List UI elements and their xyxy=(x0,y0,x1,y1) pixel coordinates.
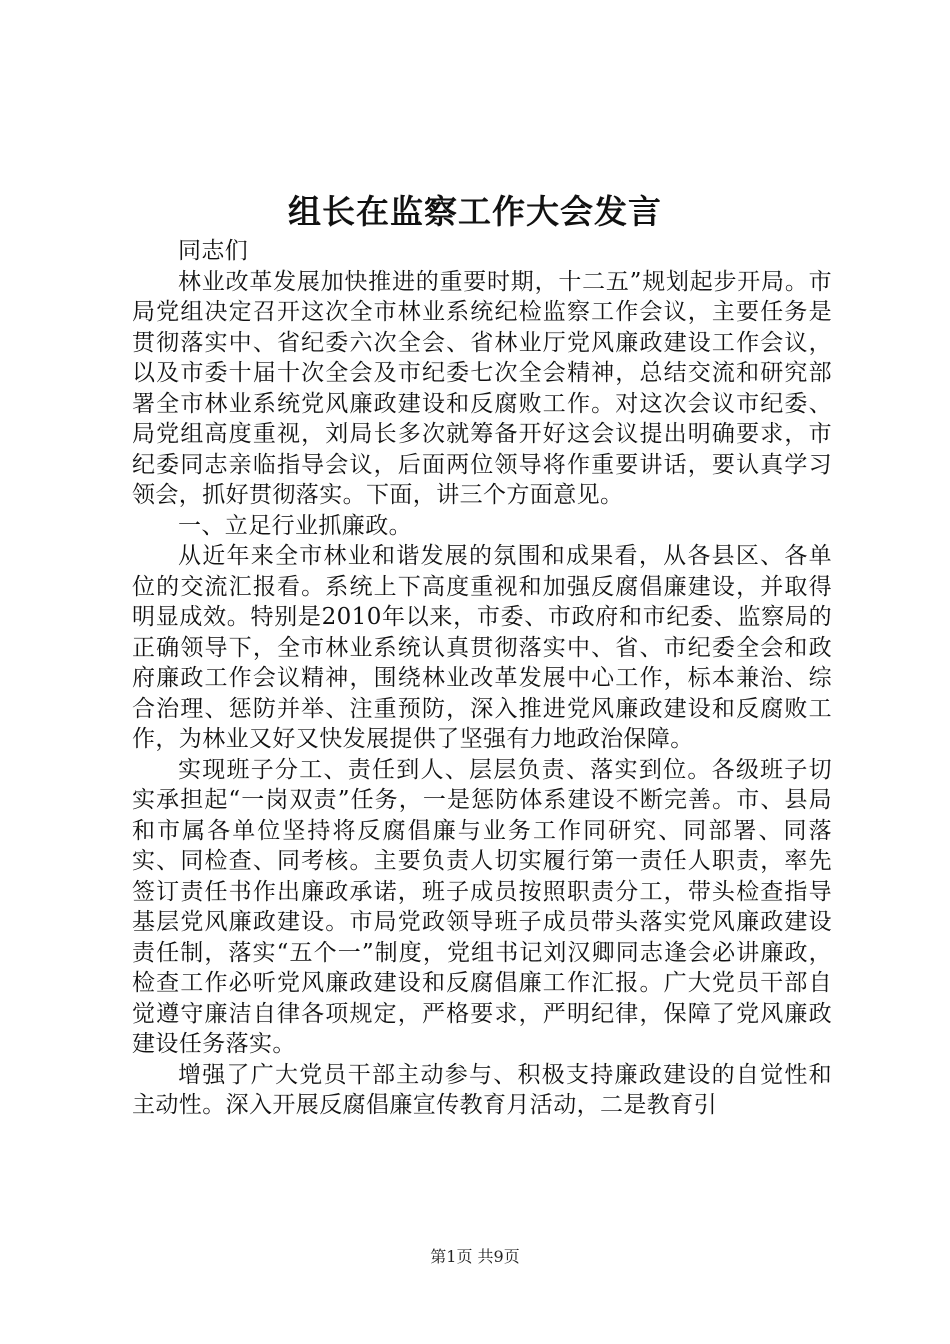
document-title: 组长在监察工作大会发言 xyxy=(288,192,662,231)
paragraph-4: 增强了广大党员干部主动参与、积极支持廉政建设的自觉性和主动性。深入开展反腐倡廉宣传教育月活动，二是教育引 xyxy=(132,1061,832,1118)
page-footer: 第1页 共9页 xyxy=(430,1247,520,1266)
paragraph-2: 从近年来全市林业和谐发展的氛围和成果看，从各县区、各单位的交流汇报看。系统上下高度重视和加强反腐倡廉建设，并取得明显成效。特别是2010年以来，市委、市政府和市纪委、监察局的正确领导下，全市林业系统认真贯彻落实中、省、市纪委全会和政府廉政工作会议精神，围绕林业改革发展中心工作，标本兼治、综合治理、惩防并举、注重预防，深入推进党风廉政建设和反腐败工作，为林业又好又快发展提供了坚强有力地政治保障。 xyxy=(132,543,832,752)
paragraph-1: 林业改革发展加快推进的重要时期，十二五”规划起步开局。市局党组决定召开这次全市林业系统纪检监察工作会议，主要任务是贯彻落实中、省纪委六次全会、省林业厅党风廉政建设工作会议，以及市委十届十次全会及市纪委七次全会精神，总结交流和研究部署全市林业系统党风廉政建设和反腐败工作。对这次会议市纪委、局党组高度重视，刘局长多次就筹备开好这会议提出明确要求，市纪委同志亲临指导会议，后面两位领导将作重要讲话，要认真学习领会，抓好贯彻落实。下面，讲三个方面意见。 xyxy=(132,268,832,508)
section-heading-1: 一、立足行业抓廉政。 xyxy=(178,512,412,539)
salutation: 同志们 xyxy=(178,238,249,264)
paragraph-3: 实现班子分工、责任到人、层层负责、落实到位。各级班子切实承担起“一岗双责”任务，一是惩防体系建设不断完善。市、县局和市属各单位坚持将反腐倡廉与业务工作同研究、同部署、同落实、同检查、同考核。主要负责人切实履行第一责任人职责，率先签订责任书作出廉政承诺，班子成员按照职责分工，带头检查指导基层党风廉政建设。市局党政领导班子成员带头落实党风廉政建设责任制，落实“五个一”制度，党组书记刘汉卿同志逢会必讲廉政，检查工作必听党风廉政建设和反腐倡廉工作汇报。广大党员干部自觉遵守廉洁自律各项规定，严格要求，严明纪律，保障了党风廉政建设任务落实。 xyxy=(132,756,832,1057)
document-body xyxy=(132,236,832,1121)
